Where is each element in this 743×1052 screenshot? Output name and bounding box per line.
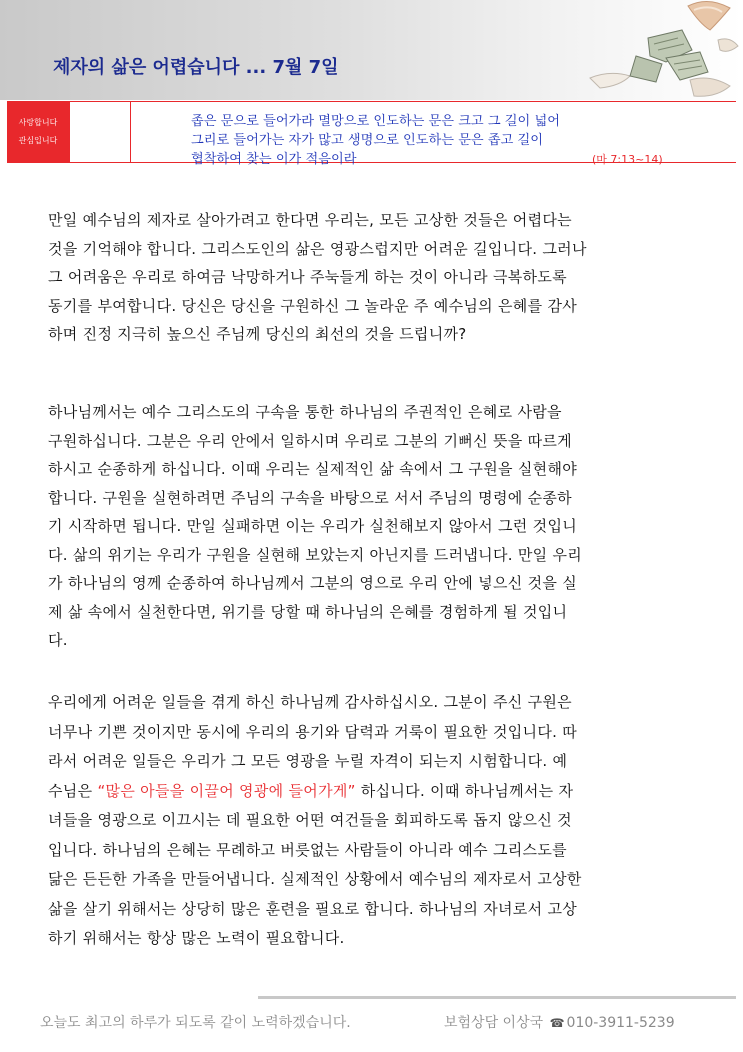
text-line: 동기를 부여합니다. 당신은 당신을 구원하신 그 놀라운 주 예수님의 은혜를 감사	[48, 296, 578, 315]
side-label-line1: 사랑합니다	[18, 118, 58, 127]
verse-line: 그리로 들어가는 자가 많고 생명으로 인도하는 문은 좁고 길이	[191, 133, 544, 148]
footer-contact	[444, 1012, 675, 1032]
text-line: 하기 위해서는 항상 많은 노력이 필요합니다.	[48, 929, 345, 947]
image-placeholder-box	[69, 101, 131, 163]
text-line: 다.	[48, 631, 68, 649]
text-line-with-quote	[48, 777, 708, 807]
side-label-box	[7, 101, 69, 163]
egg-shell-money-icon	[570, 0, 743, 100]
text-line: 다. 삶의 위기는 우리가 구원을 실현해 보았는지 아닌지를 드러냅니다. 만일 우리	[48, 545, 583, 564]
phone-icon: ☎	[549, 1016, 565, 1030]
contact-label: 보험상담 이상국	[444, 1015, 544, 1031]
quote-prefix: 수님은	[48, 781, 98, 800]
text-line: 라서 어려운 일들은 우리가 그 모든 영광을 누릴 자격이 되는지 시험합니다. 예	[48, 752, 568, 770]
footer-divider	[258, 996, 736, 999]
text-line: 너무나 기쁜 것이지만 동시에 우리의 용기와 담력과 거룩이 필요한 것입니다. 따	[48, 722, 578, 741]
text-line: 제 삶 속에서 실천한다면, 위기를 당할 때 하나님의 은혜를 경험하게 될 것입니	[48, 602, 568, 621]
footer-motto: 오늘도 최고의 하루가 되도록 같이 노력하겠습니다.	[40, 1015, 351, 1031]
text-line: 기 시작하면 됩니다. 만일 실패하면 이는 우리가 실천해보지 않아서 그런 것입니	[48, 517, 578, 535]
highlighted-quote: “많은 아들을 이끌어 영광에 들어가게”	[97, 781, 356, 800]
phone-number: 010-3911-5239	[566, 1015, 675, 1031]
text-line: 삶을 살기 위해서는 상당히 많은 훈련을 필요로 합니다. 하나님의 자녀로서 고상	[48, 899, 578, 918]
paragraph-3	[48, 688, 708, 954]
text-line: 녀들을 영광으로 이끄시는 데 필요한 어떤 여건들을 회피하도록 돕지 않으신 것	[48, 811, 572, 829]
text-line: 합니다. 구원을 실현하려면 주님의 구속을 바탕으로 서서 주님의 명령에 순종하	[48, 488, 572, 507]
text-line: 그 어려움은 우리로 하여금 낙망하거나 주눅들게 하는 것이 아니라 극복하도록	[48, 268, 567, 286]
text-line: 만일 예수님의 제자로 살아가려고 한다면 우리는, 모든 고상한 것들은 어렵다는	[48, 211, 572, 229]
footer	[40, 1012, 720, 1032]
text-line: 우리에게 어려운 일들을 겪게 하신 하나님께 감사하십시오. 그분이 주신 구원은	[48, 693, 572, 711]
verse-line: 좁은 문으로 들어가라 멸망으로 인도하는 문은 크고 그 길이 넓어	[191, 114, 560, 129]
text-line: 하며 진정 지극히 높으신 주님께 당신의 최선의 것을 드립니까?	[48, 325, 467, 343]
text-line: 닮은 든든한 가족을 만들어냅니다. 실제적인 상황에서 예수님의 제자로서 고상한	[48, 870, 582, 888]
verse-line: 협착하여 찾는 이가 적음이라	[191, 152, 357, 167]
text-line: 입니다. 하나님의 은혜는 무례하고 버릇없는 사람들이 아니라 예수 그리스도를	[48, 840, 567, 859]
quote-suffix: 하십니다. 이때 하나님께서는 자	[355, 781, 574, 800]
side-label-line2: 관심입니다	[18, 136, 58, 145]
text-line: 하나님께서는 예수 그리스도의 구속을 통한 하나님의 주권적인 은혜로 사람을	[48, 403, 562, 421]
verse-reference: (마 7:13~14)	[592, 153, 663, 166]
paragraph-2	[48, 398, 708, 655]
text-line: 구원하십니다. 그분은 우리 안에서 일하시며 우리로 그분의 기뻐신 뜻을 따르게	[48, 431, 572, 450]
text-line: 가 하나님의 영께 순종하여 하나님께서 그분의 영으로 우리 안에 넣으신 것을 실	[48, 574, 578, 592]
text-line: 것을 기억해야 합니다. 그리스도인의 삶은 영광스럽지만 어려운 길입니다. 그러나	[48, 239, 587, 258]
paragraph-1	[48, 206, 708, 349]
page-title: 제자의 삶은 어렵습니다 ... 7월 7일	[53, 57, 339, 78]
text-line: 하시고 순종하게 하십니다. 이때 우리는 실제적인 삶 속에서 그 구원을 실현해야	[48, 460, 578, 478]
